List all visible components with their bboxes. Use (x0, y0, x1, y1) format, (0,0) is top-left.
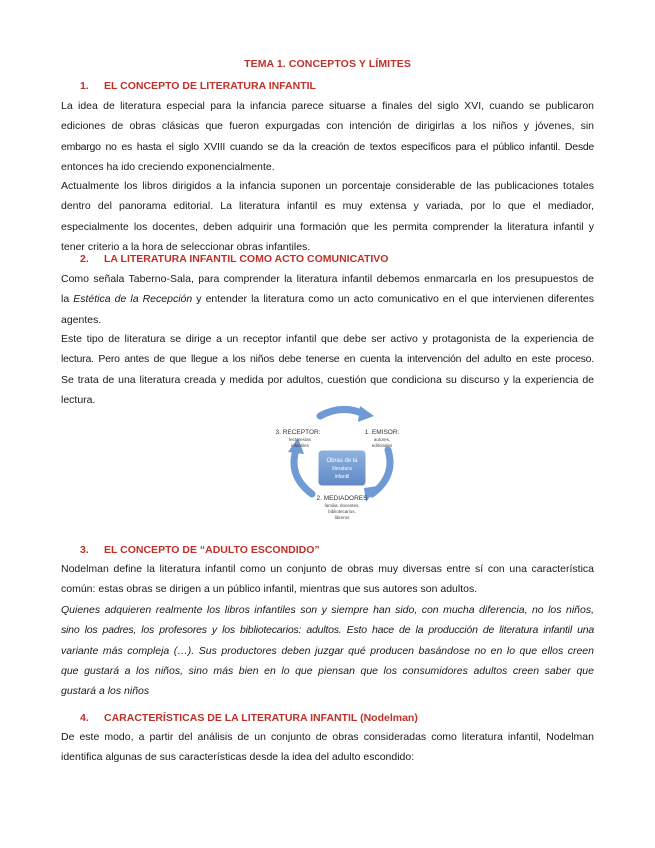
cycle-arrowhead-top (358, 406, 374, 422)
text-line: común: estas obras se dirigen a un público infantil, mientras que sus autores son adultos. (61, 583, 478, 596)
receptor-sub: infantiles (291, 443, 309, 448)
quote-line: Quienes adquieren realmente los libros infantiles son y siempre han sido, con mucha diferencia, no los niños, (61, 604, 594, 616)
cycle-diagram-svg (272, 402, 412, 532)
text-line: De este modo, a partir del análisis de un conjunto de obras consideradas como literatura infantil, Nodelman (61, 731, 594, 743)
text-fragment: y entender la literatura como un acto comunicativo en el que intervienen diferentes (192, 293, 594, 306)
text-line: tener criterio a la hora de seleccionar obras infantiles. (61, 240, 311, 253)
center-label-line: Obras de la (326, 458, 358, 464)
mediadores-sub: bibliotecarios, (328, 509, 356, 514)
text-line: Nodelman define la literatura infantil como un conjunto de obras muy diversas entre sí con una característica (61, 563, 594, 575)
mediadores-sub: familia, docentes, (324, 503, 360, 508)
text-line: especialmente los docentes, deben adquirir una formación que les permita comprender la literatura infantil y (61, 220, 594, 233)
section-title: LA LITERATURA INFANTIL COMO ACTO COMUNICATIVO (104, 253, 389, 265)
communication-cycle-diagram (272, 402, 412, 532)
emphasis-text: Estética de la Recepción (73, 293, 193, 306)
page-title: TEMA 1. CONCEPTOS Y LÍMITES (244, 58, 411, 70)
section-heading-2 (80, 253, 388, 265)
text-line (61, 289, 594, 309)
quote-line: sino los padres, los profesores y los bibliotecarios: adultos. Esto hace de la producción de literatura infantil una (61, 624, 594, 637)
section-heading-4 (80, 712, 418, 724)
paragraph-4 (61, 329, 594, 410)
text-line: Como señala Taberno-Sala, para comprender la literatura infantil debemos enmarcarla en los presupuestos de (61, 273, 594, 285)
paragraph-3 (61, 269, 594, 330)
text-line: lectura. Pero antes de que llegue a los niños debe tenerse en cuenta la intervención del adulto en este proceso. (61, 353, 594, 366)
emisor-sub: editoriales (371, 443, 393, 448)
text-line: agentes. (61, 313, 102, 326)
section-title: EL CONCEPTO DE “ADULTO ESCONDIDO” (104, 544, 320, 556)
quote-line: variante más compleja (…). Sus productores deben juzgar qué producen basándose no en lo que ellos creen (61, 644, 594, 657)
text-line: Se trata de una literatura creada y medida por adultos, cuestión que condiciona su discurso y la experiencia de (61, 373, 594, 386)
quote-paragraph (61, 600, 594, 701)
section-number: 4. (80, 712, 89, 724)
text-line: Este tipo de literatura se dirige a un receptor infantil que debe ser activo y protagonista de la experiencia de (61, 333, 594, 345)
text-line: ediciones de obras clásicas que fueron expurgadas con intención de dirigirlas a los niños y jóvenes, sin (61, 120, 594, 133)
mediadores-title: 2. MEDIADORES (316, 495, 368, 502)
receptor-sub: lectores/as (289, 437, 311, 442)
quote-line: gustará a los niños (61, 685, 150, 698)
text-line: identifica algunas de sus características desde la idea del adulto escondido: (61, 751, 415, 764)
center-label-line: literatura (332, 466, 352, 472)
section-title: CARACTERÍSTICAS DE LA LITERATURA INFANTIL (Nodelman) (104, 712, 418, 724)
cycle-arrow-top (320, 409, 364, 416)
text-line: entonces ha ido creciendo exponencialmente. (61, 160, 275, 173)
section-heading-3 (80, 544, 320, 556)
receptor-title: 3. RECEPTOR: (275, 429, 321, 436)
text-fragment: la (61, 293, 74, 306)
text-line: Actualmente los libros dirigidos a la infancia suponen un porcentaje considerable de las publicaciones totales (61, 180, 594, 192)
text-line: dentro del panorama editorial. La literatura infantil es muy extensa y variada, por lo que el mediador, (61, 200, 594, 213)
quote-line: que gustará a los niños, sino más bien en lo que piensan que los consumidores adultos creen saber que (61, 664, 594, 677)
emisor-sub: autores, (373, 437, 391, 442)
emisor-title: 1. EMISOR: (364, 429, 400, 436)
cycle-arrow-left (294, 450, 312, 494)
paragraph-5 (61, 559, 594, 600)
text-line: embargo no es hasta el siglo XVIII cuando se da la creación de textos específicos para el público infantil. Desde (61, 140, 594, 153)
section-number: 1. (80, 80, 89, 92)
paragraph-1 (61, 96, 594, 177)
section-number: 3. (80, 544, 89, 556)
section-title: EL CONCEPTO DE LITERATURA INFANTIL (104, 80, 316, 92)
section-number: 2. (80, 253, 89, 265)
mediadores-sub: libreros (334, 515, 350, 520)
paragraph-2 (61, 176, 594, 257)
section-heading-1 (80, 80, 316, 92)
text-line: La idea de literatura especial para la infancia parece situarse a finales del siglo XVI, cuando se publicaron (61, 100, 594, 112)
center-label-line: infantil (334, 474, 350, 480)
text-line: lectura. (61, 393, 96, 406)
paragraph-6 (61, 727, 594, 768)
